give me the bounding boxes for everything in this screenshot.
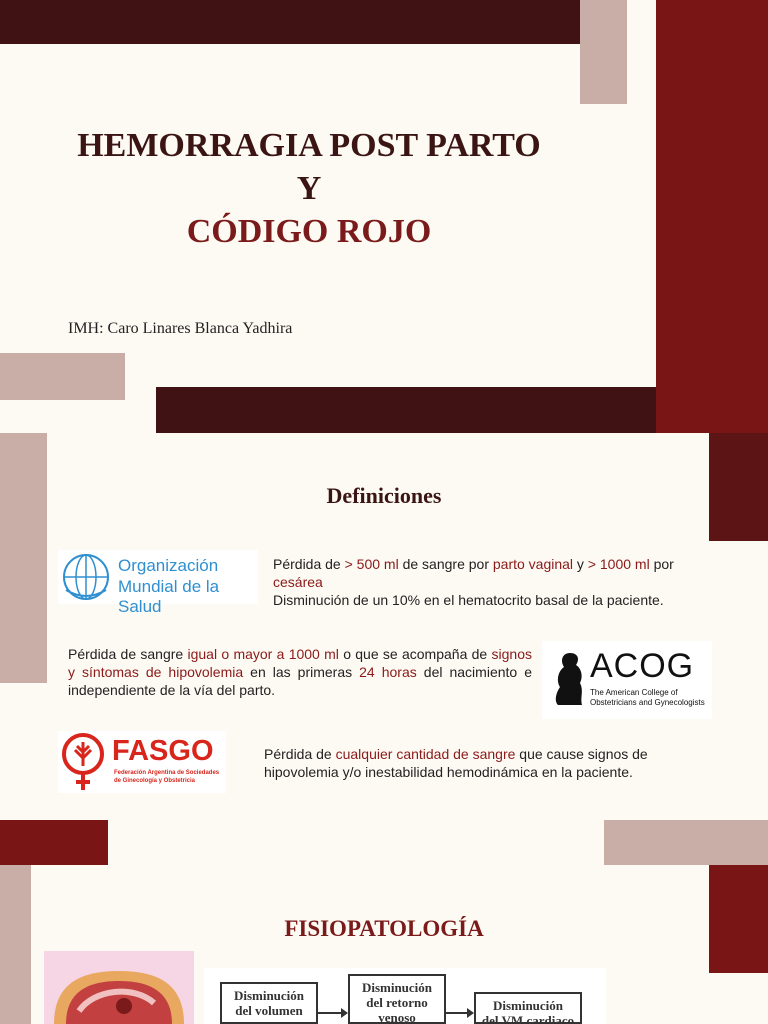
text: del VM cardiaco	[481, 1013, 575, 1024]
text: y	[573, 556, 588, 572]
left-pink-bar	[0, 865, 31, 1024]
bottom-dark-bar	[156, 387, 656, 433]
title-line-1: HEMORRAGIA POST PARTO	[77, 127, 541, 164]
who-emblem-icon	[58, 550, 114, 604]
who-logo-line-1: Organización	[118, 556, 219, 575]
who-logo-line-2: Mundial de la Salud	[118, 577, 220, 616]
title-line-2: Y	[296, 170, 322, 207]
title-slide	[0, 0, 768, 433]
text: del nacimiento e independiente de la vía del parto.	[68, 664, 532, 698]
highlight: > 500 ml	[344, 556, 399, 572]
highlight: signos y síntomas de hipovolemia	[68, 646, 532, 680]
text: Disminución	[233, 988, 305, 1003]
left-pink-bar	[0, 433, 47, 683]
flow-box-venous-return	[348, 974, 446, 1024]
text: Pérdida de	[264, 746, 336, 762]
top-pink-block	[580, 0, 627, 104]
section-title: Definiciones	[326, 483, 442, 508]
left-pink-bar	[0, 353, 125, 400]
text: por	[649, 556, 674, 572]
text: o que se acompaña de	[338, 646, 492, 662]
arrow-1	[318, 1012, 346, 1014]
highlight: igual o mayor a 1000 ml	[187, 646, 339, 662]
text: Pérdida de	[273, 556, 345, 572]
acog-logo-sub-1: The American College of	[590, 688, 678, 697]
highlight: > 1000 ml	[587, 556, 650, 572]
fasgo-definition	[264, 745, 684, 781]
fasgo-logo-sub-1: Federación Argentina de Sociedades	[114, 770, 220, 776]
flow-box-volume	[220, 982, 318, 1024]
uterus-icon	[44, 951, 194, 1024]
acog-logo-title: ACOG	[590, 647, 695, 685]
who-logo	[58, 550, 258, 616]
text: Pérdida de sangre	[68, 646, 188, 662]
highlight: cualquier cantidad de sangre	[335, 746, 516, 762]
right-red-bar	[656, 0, 768, 433]
who-definition	[273, 555, 713, 609]
text: del retorno	[366, 995, 428, 1010]
arrow-2	[446, 1012, 472, 1014]
fasgo-logo-title: FASGO	[112, 735, 214, 767]
flow-box-cardiac-output	[474, 992, 582, 1024]
acog-logo	[542, 641, 712, 719]
physiopathology-slide	[0, 820, 768, 1024]
text: Disminución	[492, 998, 564, 1013]
text: de sangre por	[398, 556, 493, 572]
uterus-illustration	[44, 951, 194, 1024]
fasgo-logo	[58, 731, 226, 793]
top-dark-bar	[0, 0, 598, 44]
text: Disminución	[361, 980, 433, 995]
acog-definition	[68, 645, 532, 699]
text: que cause signos de hipovolemia y/o inestabilidad hemodinámica en la paciente.	[264, 746, 648, 780]
fasgo-emblem-icon	[60, 732, 106, 792]
title-line-3: CÓDIGO ROJO	[186, 213, 432, 250]
text: en las primeras	[243, 664, 360, 680]
fasgo-logo-sub-2: de Ginecología y Obstetricia	[114, 778, 196, 784]
author: IMH: Caro Linares Blanca Yadhira	[68, 320, 293, 337]
text: Disminución de un 10% en el hematocrito basal de la paciente.	[273, 592, 664, 608]
highlight: cesárea	[273, 574, 323, 590]
highlight: 24 horas	[359, 664, 417, 680]
text: del volumen	[235, 1003, 303, 1018]
acog-emblem-icon	[550, 651, 590, 707]
top-right-pink-bar	[604, 820, 768, 865]
highlight: parto vaginal	[492, 556, 574, 572]
section-title: FISIOPATOLOGÍA	[284, 916, 484, 941]
text: venoso	[378, 1010, 416, 1024]
acog-logo-sub-2: Obstetricians and Gynecologists	[590, 698, 705, 707]
top-left-red-bar	[0, 820, 108, 865]
definitions-slide	[0, 433, 768, 820]
